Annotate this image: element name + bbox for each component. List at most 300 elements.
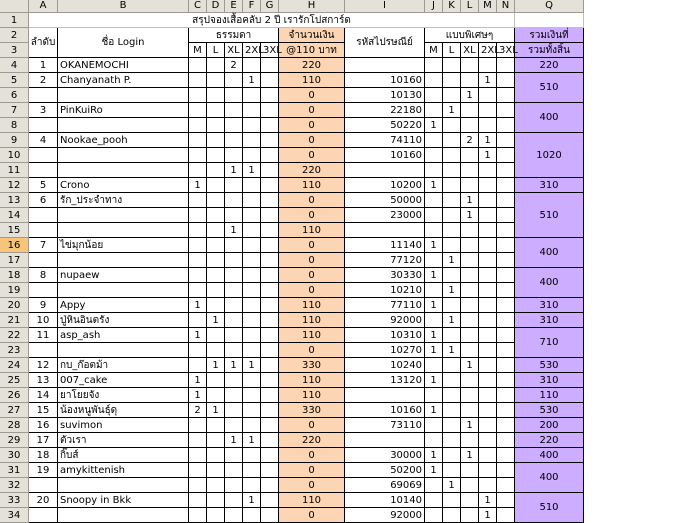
- cell-N28[interactable]: [497, 418, 515, 433]
- cell-G31[interactable]: [261, 463, 279, 478]
- total-16[interactable]: 400: [515, 238, 584, 268]
- cell-H25[interactable]: 110: [279, 373, 345, 388]
- cell-K6[interactable]: [443, 88, 461, 103]
- cell-B18[interactable]: nupaew: [58, 268, 189, 283]
- cell-J22[interactable]: 1: [425, 328, 443, 343]
- cell-A19[interactable]: [29, 283, 58, 298]
- cell-G9[interactable]: [261, 133, 279, 148]
- cell-M32[interactable]: [479, 478, 497, 493]
- cell-M17[interactable]: [479, 253, 497, 268]
- row-header-11[interactable]: 11: [0, 163, 29, 178]
- cell-E28[interactable]: [225, 418, 243, 433]
- cell-L17[interactable]: [461, 253, 479, 268]
- cell-J12[interactable]: 1: [425, 178, 443, 193]
- total-33[interactable]: 510: [515, 493, 584, 523]
- cell-A13[interactable]: 6: [29, 193, 58, 208]
- cell-Q1[interactable]: [515, 13, 584, 28]
- cell-G4[interactable]: [261, 58, 279, 73]
- row-header-22[interactable]: 22: [0, 328, 29, 343]
- cell-M28[interactable]: [479, 418, 497, 433]
- cell-L13[interactable]: 1: [461, 193, 479, 208]
- cell-F9[interactable]: [243, 133, 261, 148]
- cell-I17[interactable]: 77120: [345, 253, 425, 268]
- cell-J25[interactable]: 1: [425, 373, 443, 388]
- total-22[interactable]: 710: [515, 328, 584, 358]
- cell-E17[interactable]: [225, 253, 243, 268]
- cell-F15[interactable]: [243, 223, 261, 238]
- cell-E22[interactable]: [225, 328, 243, 343]
- total-12[interactable]: 310: [515, 178, 584, 193]
- cell-N4[interactable]: [497, 58, 515, 73]
- row-header-7[interactable]: 7: [0, 103, 29, 118]
- cell-B34[interactable]: [58, 508, 189, 523]
- cell-I8[interactable]: 50220: [345, 118, 425, 133]
- cell-N5[interactable]: [497, 73, 515, 88]
- cell-H13[interactable]: 0: [279, 193, 345, 208]
- cell-H26[interactable]: 110: [279, 388, 345, 403]
- cell-H21[interactable]: 110: [279, 313, 345, 328]
- cell-E33[interactable]: [225, 493, 243, 508]
- cell-B19[interactable]: [58, 283, 189, 298]
- cell-B6[interactable]: [58, 88, 189, 103]
- cell-N18[interactable]: [497, 268, 515, 283]
- total-29[interactable]: 220: [515, 433, 584, 448]
- cell-L33[interactable]: [461, 493, 479, 508]
- cell-I10[interactable]: 10160: [345, 148, 425, 163]
- cell-I4[interactable]: [345, 58, 425, 73]
- cell-H4[interactable]: 220: [279, 58, 345, 73]
- cell-I12[interactable]: 10200: [345, 178, 425, 193]
- cell-C33[interactable]: [189, 493, 207, 508]
- cell-I13[interactable]: 50000: [345, 193, 425, 208]
- cell-C8[interactable]: [189, 118, 207, 133]
- column-header-E[interactable]: E: [225, 0, 243, 13]
- cell-L11[interactable]: [461, 163, 479, 178]
- cell-E30[interactable]: [225, 448, 243, 463]
- cell-D20[interactable]: [207, 298, 225, 313]
- cell-E27[interactable]: [225, 403, 243, 418]
- cell-K20[interactable]: [443, 298, 461, 313]
- cell-I9[interactable]: 74110: [345, 133, 425, 148]
- cell-E10[interactable]: [225, 148, 243, 163]
- cell-L8[interactable]: [461, 118, 479, 133]
- cell-G24[interactable]: [261, 358, 279, 373]
- column-header-D[interactable]: D: [207, 0, 225, 13]
- cell-F34[interactable]: [243, 508, 261, 523]
- cell-A8[interactable]: [29, 118, 58, 133]
- row-header-16[interactable]: 16: [0, 238, 29, 253]
- cell-B21[interactable]: ปู่หินอินตรัง: [58, 313, 189, 328]
- cell-F33[interactable]: 1: [243, 493, 261, 508]
- cell-I5[interactable]: 10160: [345, 73, 425, 88]
- cell-J15[interactable]: [425, 223, 443, 238]
- cell-K33[interactable]: [443, 493, 461, 508]
- cell-N19[interactable]: [497, 283, 515, 298]
- cell-M24[interactable]: [479, 358, 497, 373]
- cell-F10[interactable]: [243, 148, 261, 163]
- cell-E6[interactable]: [225, 88, 243, 103]
- cell-L6[interactable]: 1: [461, 88, 479, 103]
- cell-M31[interactable]: [479, 463, 497, 478]
- cell-K31[interactable]: [443, 463, 461, 478]
- cell-H28[interactable]: 0: [279, 418, 345, 433]
- cell-D24[interactable]: 1: [207, 358, 225, 373]
- column-header-G[interactable]: G: [261, 0, 279, 13]
- cell-C25[interactable]: 1: [189, 373, 207, 388]
- row-header-6[interactable]: 6: [0, 88, 29, 103]
- cell-J31[interactable]: 1: [425, 463, 443, 478]
- cell-G17[interactable]: [261, 253, 279, 268]
- row-header-15[interactable]: 15: [0, 223, 29, 238]
- cell-D26[interactable]: [207, 388, 225, 403]
- cell-I15[interactable]: [345, 223, 425, 238]
- cell-C10[interactable]: [189, 148, 207, 163]
- cell-J17[interactable]: [425, 253, 443, 268]
- cell-H23[interactable]: 0: [279, 343, 345, 358]
- cell-C32[interactable]: [189, 478, 207, 493]
- cell-F26[interactable]: [243, 388, 261, 403]
- select-all-corner[interactable]: [0, 0, 29, 13]
- cell-F21[interactable]: [243, 313, 261, 328]
- cell-C7[interactable]: [189, 103, 207, 118]
- cell-B28[interactable]: suvimon: [58, 418, 189, 433]
- cell-K13[interactable]: [443, 193, 461, 208]
- cell-H20[interactable]: 110: [279, 298, 345, 313]
- column-header-A[interactable]: A: [29, 0, 58, 13]
- cell-I16[interactable]: 11140: [345, 238, 425, 253]
- cell-F20[interactable]: [243, 298, 261, 313]
- cell-K11[interactable]: [443, 163, 461, 178]
- cell-L5[interactable]: [461, 73, 479, 88]
- cell-L20[interactable]: [461, 298, 479, 313]
- cell-H9[interactable]: 0: [279, 133, 345, 148]
- cell-L10[interactable]: [461, 148, 479, 163]
- cell-L4[interactable]: [461, 58, 479, 73]
- cell-B16[interactable]: ไข่มุกน้อย: [58, 238, 189, 253]
- cell-F32[interactable]: [243, 478, 261, 493]
- cell-L22[interactable]: [461, 328, 479, 343]
- cell-M22[interactable]: [479, 328, 497, 343]
- cell-L27[interactable]: [461, 403, 479, 418]
- cell-I31[interactable]: 50200: [345, 463, 425, 478]
- cell-C9[interactable]: [189, 133, 207, 148]
- cell-D29[interactable]: [207, 433, 225, 448]
- cell-F5[interactable]: 1: [243, 73, 261, 88]
- cell-K12[interactable]: [443, 178, 461, 193]
- cell-K34[interactable]: [443, 508, 461, 523]
- cell-A34[interactable]: [29, 508, 58, 523]
- cell-J14[interactable]: [425, 208, 443, 223]
- cell-L14[interactable]: 1: [461, 208, 479, 223]
- cell-K10[interactable]: [443, 148, 461, 163]
- row-header-32[interactable]: 32: [0, 478, 29, 493]
- cell-C12[interactable]: 1: [189, 178, 207, 193]
- row-header-3[interactable]: 3: [0, 43, 29, 58]
- cell-E26[interactable]: [225, 388, 243, 403]
- cell-J23[interactable]: 1: [425, 343, 443, 358]
- cell-A10[interactable]: [29, 148, 58, 163]
- row-header-28[interactable]: 28: [0, 418, 29, 433]
- cell-B20[interactable]: Appy: [58, 298, 189, 313]
- cell-C29[interactable]: [189, 433, 207, 448]
- cell-J20[interactable]: 1: [425, 298, 443, 313]
- cell-C4[interactable]: [189, 58, 207, 73]
- cell-I22[interactable]: 10310: [345, 328, 425, 343]
- cell-F8[interactable]: [243, 118, 261, 133]
- cell-I21[interactable]: 92000: [345, 313, 425, 328]
- cell-M6[interactable]: [479, 88, 497, 103]
- cell-D5[interactable]: [207, 73, 225, 88]
- cell-A27[interactable]: 15: [29, 403, 58, 418]
- cell-F14[interactable]: [243, 208, 261, 223]
- total-27[interactable]: 530: [515, 403, 584, 418]
- cell-E25[interactable]: [225, 373, 243, 388]
- cell-I25[interactable]: 13120: [345, 373, 425, 388]
- cell-A29[interactable]: 17: [29, 433, 58, 448]
- cell-H12[interactable]: 110: [279, 178, 345, 193]
- cell-E13[interactable]: [225, 193, 243, 208]
- cell-C27[interactable]: 2: [189, 403, 207, 418]
- cell-N34[interactable]: [497, 508, 515, 523]
- row-header-2[interactable]: 2: [0, 28, 29, 43]
- cell-G6[interactable]: [261, 88, 279, 103]
- cell-M4[interactable]: [479, 58, 497, 73]
- column-header-N[interactable]: N: [497, 0, 515, 13]
- row-header-19[interactable]: 19: [0, 283, 29, 298]
- row-header-30[interactable]: 30: [0, 448, 29, 463]
- cell-L31[interactable]: [461, 463, 479, 478]
- cell-G13[interactable]: [261, 193, 279, 208]
- cell-N6[interactable]: [497, 88, 515, 103]
- cell-A18[interactable]: 8: [29, 268, 58, 283]
- cell-E31[interactable]: [225, 463, 243, 478]
- cell-B5[interactable]: Chanyanath P.: [58, 73, 189, 88]
- cell-H14[interactable]: 0: [279, 208, 345, 223]
- cell-A20[interactable]: 9: [29, 298, 58, 313]
- row-header-33[interactable]: 33: [0, 493, 29, 508]
- cell-B31[interactable]: amykittenish: [58, 463, 189, 478]
- cell-E8[interactable]: [225, 118, 243, 133]
- cell-H22[interactable]: 110: [279, 328, 345, 343]
- cell-A23[interactable]: [29, 343, 58, 358]
- cell-D18[interactable]: [207, 268, 225, 283]
- cell-G34[interactable]: [261, 508, 279, 523]
- cell-M8[interactable]: [479, 118, 497, 133]
- cell-C26[interactable]: 1: [189, 388, 207, 403]
- cell-M15[interactable]: [479, 223, 497, 238]
- cell-J29[interactable]: [425, 433, 443, 448]
- cell-F18[interactable]: [243, 268, 261, 283]
- cell-F11[interactable]: 1: [243, 163, 261, 178]
- row-header-26[interactable]: 26: [0, 388, 29, 403]
- cell-H34[interactable]: 0: [279, 508, 345, 523]
- cell-K30[interactable]: [443, 448, 461, 463]
- cell-H16[interactable]: 0: [279, 238, 345, 253]
- cell-K28[interactable]: [443, 418, 461, 433]
- cell-L24[interactable]: 1: [461, 358, 479, 373]
- cell-A15[interactable]: [29, 223, 58, 238]
- row-header-9[interactable]: 9: [0, 133, 29, 148]
- cell-J21[interactable]: [425, 313, 443, 328]
- cell-N10[interactable]: [497, 148, 515, 163]
- cell-C17[interactable]: [189, 253, 207, 268]
- cell-G29[interactable]: [261, 433, 279, 448]
- cell-C20[interactable]: 1: [189, 298, 207, 313]
- row-header-23[interactable]: 23: [0, 343, 29, 358]
- cell-D9[interactable]: [207, 133, 225, 148]
- cell-I14[interactable]: 23000: [345, 208, 425, 223]
- cell-N21[interactable]: [497, 313, 515, 328]
- cell-I30[interactable]: 30000: [345, 448, 425, 463]
- cell-E21[interactable]: [225, 313, 243, 328]
- cell-A33[interactable]: 20: [29, 493, 58, 508]
- total-26[interactable]: 110: [515, 388, 584, 403]
- cell-G25[interactable]: [261, 373, 279, 388]
- cell-G22[interactable]: [261, 328, 279, 343]
- cell-M13[interactable]: [479, 193, 497, 208]
- cell-F31[interactable]: [243, 463, 261, 478]
- cell-H10[interactable]: 0: [279, 148, 345, 163]
- cell-C24[interactable]: [189, 358, 207, 373]
- row-header-8[interactable]: 8: [0, 118, 29, 133]
- cell-L15[interactable]: [461, 223, 479, 238]
- cell-M26[interactable]: [479, 388, 497, 403]
- cell-G27[interactable]: [261, 403, 279, 418]
- cell-J28[interactable]: [425, 418, 443, 433]
- row-header-20[interactable]: 20: [0, 298, 29, 313]
- cell-E18[interactable]: [225, 268, 243, 283]
- cell-C31[interactable]: [189, 463, 207, 478]
- cell-K27[interactable]: [443, 403, 461, 418]
- total-20[interactable]: 310: [515, 298, 584, 313]
- cell-H8[interactable]: 0: [279, 118, 345, 133]
- cell-E15[interactable]: 1: [225, 223, 243, 238]
- cell-G7[interactable]: [261, 103, 279, 118]
- cell-B13[interactable]: รัก_ประจำทาง: [58, 193, 189, 208]
- cell-E9[interactable]: [225, 133, 243, 148]
- cell-D21[interactable]: 1: [207, 313, 225, 328]
- cell-I26[interactable]: [345, 388, 425, 403]
- cell-J27[interactable]: 1: [425, 403, 443, 418]
- cell-E14[interactable]: [225, 208, 243, 223]
- cell-F16[interactable]: [243, 238, 261, 253]
- cell-J5[interactable]: [425, 73, 443, 88]
- cell-C16[interactable]: [189, 238, 207, 253]
- cell-N26[interactable]: [497, 388, 515, 403]
- cell-H30[interactable]: 0: [279, 448, 345, 463]
- cell-C30[interactable]: [189, 448, 207, 463]
- cell-E5[interactable]: [225, 73, 243, 88]
- cell-K25[interactable]: [443, 373, 461, 388]
- cell-B29[interactable]: ตัวเรา: [58, 433, 189, 448]
- cell-G15[interactable]: [261, 223, 279, 238]
- cell-H32[interactable]: 0: [279, 478, 345, 493]
- cell-D33[interactable]: [207, 493, 225, 508]
- cell-B32[interactable]: [58, 478, 189, 493]
- cell-I27[interactable]: 10160: [345, 403, 425, 418]
- cell-N24[interactable]: [497, 358, 515, 373]
- cell-N25[interactable]: [497, 373, 515, 388]
- cell-I18[interactable]: 30330: [345, 268, 425, 283]
- cell-B26[interactable]: ยาโยยจัง: [58, 388, 189, 403]
- total-4[interactable]: 220: [515, 58, 584, 73]
- cell-H7[interactable]: 0: [279, 103, 345, 118]
- cell-C22[interactable]: 1: [189, 328, 207, 343]
- cell-A30[interactable]: 18: [29, 448, 58, 463]
- cell-N20[interactable]: [497, 298, 515, 313]
- cell-M7[interactable]: [479, 103, 497, 118]
- cell-E16[interactable]: [225, 238, 243, 253]
- cell-M29[interactable]: [479, 433, 497, 448]
- cell-C13[interactable]: [189, 193, 207, 208]
- cell-C15[interactable]: [189, 223, 207, 238]
- cell-N8[interactable]: [497, 118, 515, 133]
- column-header-F[interactable]: F: [243, 0, 261, 13]
- cell-H15[interactable]: 110: [279, 223, 345, 238]
- cell-J8[interactable]: 1: [425, 118, 443, 133]
- cell-F30[interactable]: [243, 448, 261, 463]
- cell-I19[interactable]: 10210: [345, 283, 425, 298]
- cell-K14[interactable]: [443, 208, 461, 223]
- cell-D6[interactable]: [207, 88, 225, 103]
- cell-A31[interactable]: 19: [29, 463, 58, 478]
- total-13[interactable]: 510: [515, 193, 584, 238]
- cell-K9[interactable]: [443, 133, 461, 148]
- cell-A17[interactable]: [29, 253, 58, 268]
- cell-N9[interactable]: [497, 133, 515, 148]
- cell-M33[interactable]: 1: [479, 493, 497, 508]
- cell-F29[interactable]: 1: [243, 433, 261, 448]
- cell-N16[interactable]: [497, 238, 515, 253]
- cell-F4[interactable]: [243, 58, 261, 73]
- column-header-L[interactable]: L: [461, 0, 479, 13]
- cell-I28[interactable]: 73110: [345, 418, 425, 433]
- column-header-B[interactable]: B: [58, 0, 189, 13]
- cell-M12[interactable]: [479, 178, 497, 193]
- row-header-4[interactable]: 4: [0, 58, 29, 73]
- cell-D14[interactable]: [207, 208, 225, 223]
- cell-M9[interactable]: 1: [479, 133, 497, 148]
- cell-N23[interactable]: [497, 343, 515, 358]
- cell-L34[interactable]: [461, 508, 479, 523]
- cell-J7[interactable]: [425, 103, 443, 118]
- cell-J32[interactable]: [425, 478, 443, 493]
- cell-E29[interactable]: 1: [225, 433, 243, 448]
- cell-K7[interactable]: 1: [443, 103, 461, 118]
- cell-B10[interactable]: [58, 148, 189, 163]
- row-header-27[interactable]: 27: [0, 403, 29, 418]
- cell-E23[interactable]: [225, 343, 243, 358]
- cell-M16[interactable]: [479, 238, 497, 253]
- cell-G11[interactable]: [261, 163, 279, 178]
- cell-M18[interactable]: [479, 268, 497, 283]
- cell-E12[interactable]: [225, 178, 243, 193]
- row-header-24[interactable]: 24: [0, 358, 29, 373]
- cell-L7[interactable]: [461, 103, 479, 118]
- cell-D28[interactable]: [207, 418, 225, 433]
- cell-D17[interactable]: [207, 253, 225, 268]
- cell-G33[interactable]: [261, 493, 279, 508]
- cell-A12[interactable]: 5: [29, 178, 58, 193]
- cell-I24[interactable]: 10240: [345, 358, 425, 373]
- row-header-34[interactable]: 34: [0, 508, 29, 523]
- cell-D22[interactable]: [207, 328, 225, 343]
- cell-N11[interactable]: [497, 163, 515, 178]
- total-9[interactable]: 1020: [515, 133, 584, 178]
- cell-H19[interactable]: 0: [279, 283, 345, 298]
- cell-L9[interactable]: 2: [461, 133, 479, 148]
- cell-B14[interactable]: [58, 208, 189, 223]
